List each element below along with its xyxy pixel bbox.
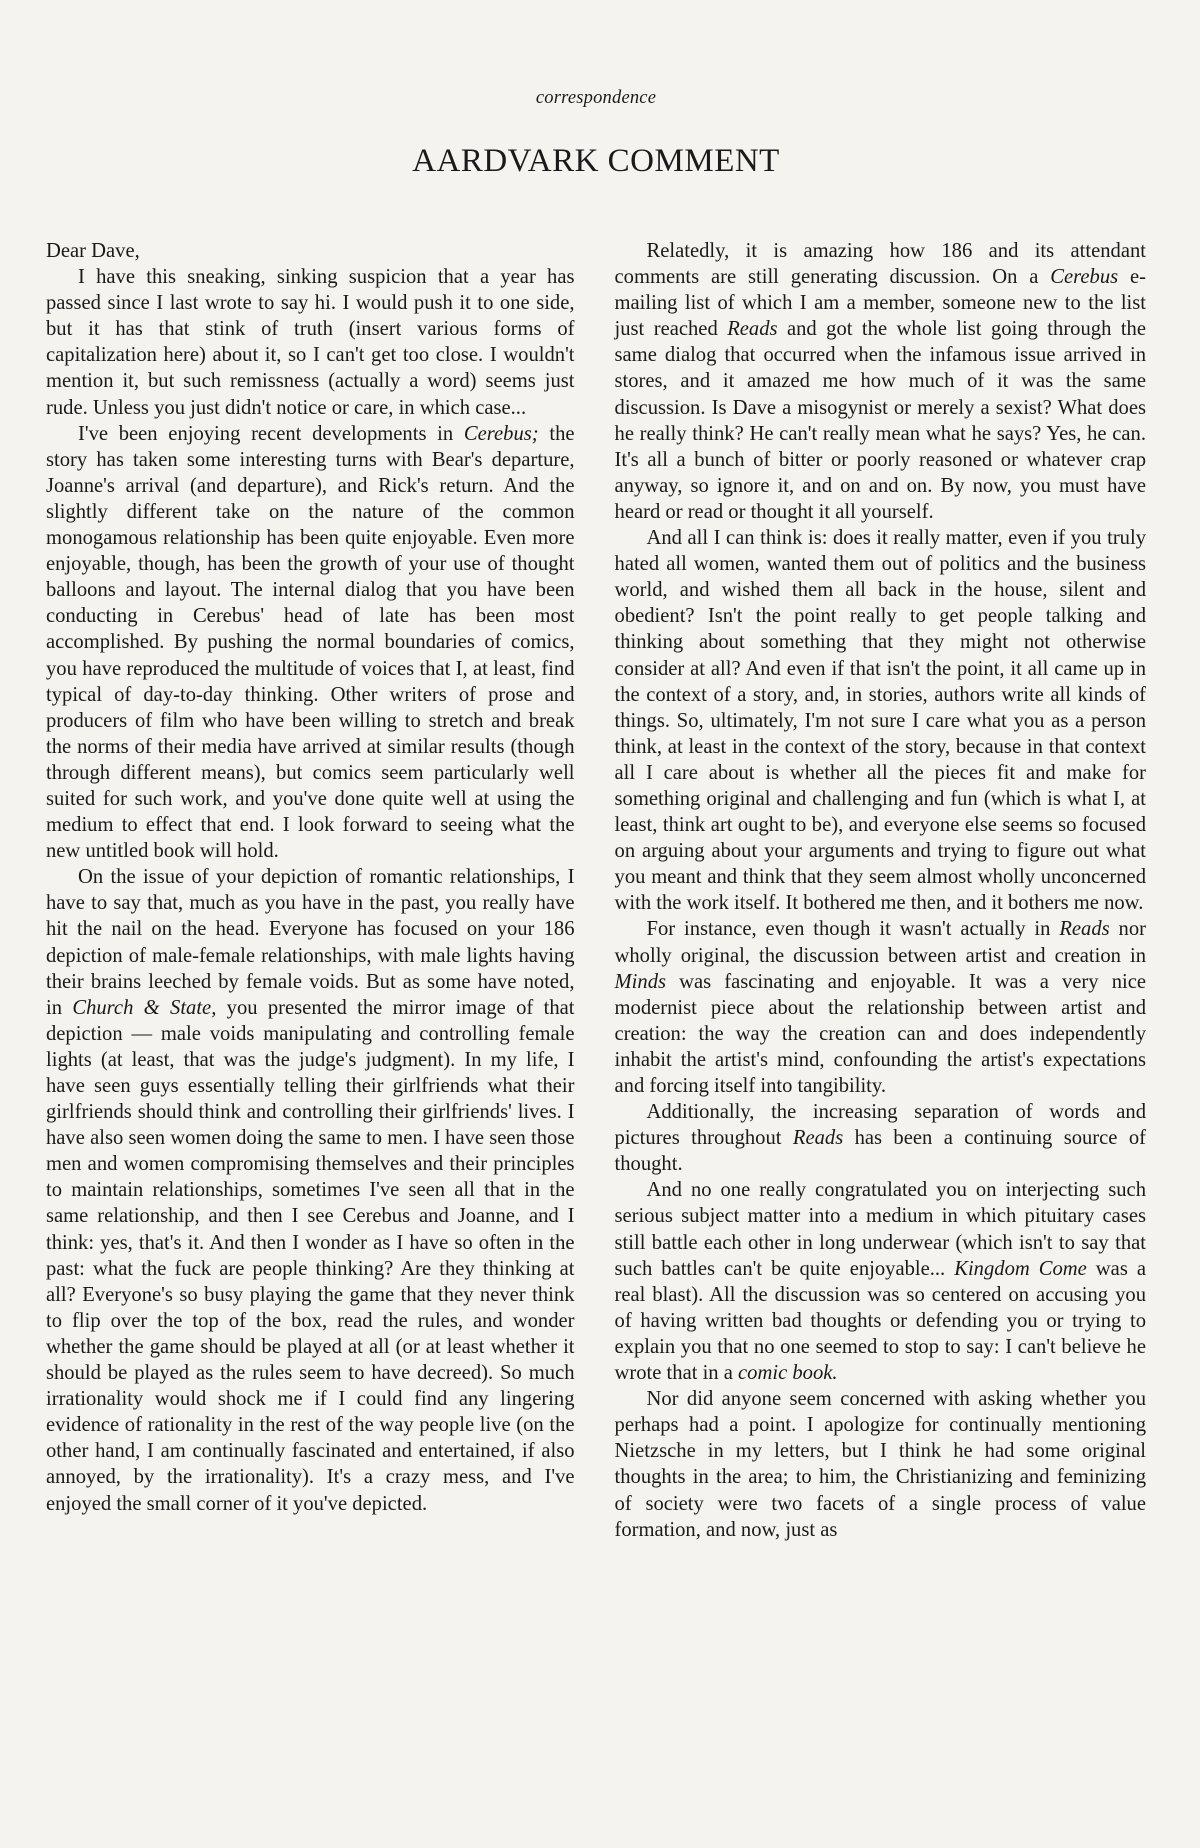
right-column [615,238,1146,1543]
left-column [46,238,575,1543]
text-run: was a real blast). All the discussion was so centered on accusing you of having written bad thoughts or defending you or trying to explain you that no one seemed to stop to say: I can't believe he wrote that in a [614,1257,1146,1385]
text-run: the story has taken some interesting turns with Bear's departure, Joanne's arrival (and departure), and Rick's return. And the slightly different take on the nature of the common monogamous relationship has been quite enjoyable. Even more enjoyable, though, has been the growth of your use of thought balloons and layout. The internal dialog that you have been conducting in Cerebus' head of late has been most accomplished. By pushing the normal boundaries of comics, you have reproduced the multitude of voices that I, at least, find typical of day-to-day thinking. Other writers of prose and producers of film who have been willing to stretch and break the norms of their media have arrived at similar results (though through different means), but comics seem particularly well suited for such work, and you've done quite well at using the medium to effect that end. I look forward to seeing what the new untitled book will hold. [46,422,575,863]
italic-title: Minds [614,970,666,993]
text-run: And no one really congratulated you on interjecting such serious subject matter into a medium in which pituitary cases still battle each other in long underwear (which isn't to say that such battles can't be quite enjoyable... [614,1179,1146,1280]
text-run: and got the whole list going through the same dialog that occurred when the infamous issue arrived in stores, and it amazed me how much of it was the same discussion. Is Dave a misogynist or merely a sexist? What does he really think? He can't really mean what he says? Yes, he can. It's all a bunch of bitter or poorly reasoned or whatever crap anyway, so ignore it, and on and on. By now, you must have heard or read or thought it all yourself. [614,318,1146,523]
paragraph [615,916,1146,1099]
paragraph [615,1386,1146,1543]
paragraph [615,238,1146,525]
text-run: And all I can think is: does it really matter, even if you truly hated all women, wanted them out of politics and the business world, and wished them all back in the house, silent and obedient? Isn't the point really to get people talking and thinking about something that they might not otherwise consider at all? And even if that isn't the point, it all came up in the context of a story, and, in stories, authors write all kinds of things. So, ultimately, I'm not sure I care what you as a person think, at least in the context of the story, because in that context all I care about is whether all the pieces fit and make for something original and challenging and fun (which is what I, at least, think art ought to be), and everyone else seems so focused on arguing about your arguments and trying to figure out what you meant and think that they seem almost wholly unconcerned with the work itself. It bothered me then, and it bothers me now. [614,527,1146,915]
italic-title: Church & State, [72,996,217,1019]
italic-title: Cerebus [1050,266,1119,289]
page-title: AARDVARK COMMENT [412,143,780,179]
text-run: Relatedly, it is amazing how 186 and its attendant comments are still generating discussion. On a [614,240,1146,289]
italic-title: Reads [727,318,778,341]
paragraph [615,1099,1146,1177]
text-run: Nor did anyone seem concerned with asking whether you perhaps had a point. I apologize for continually mentioning Nietzsche in my letters, but I think he had some original thoughts in the area; to him, the Christianizing and feminizing of society were two facets of a single process of value formation, and now, just as [614,1388,1146,1541]
paragraph [46,864,575,1516]
paragraph [46,264,575,421]
text-run: e-mailing list of which I am a member, someone new to the list just reached [614,266,1146,341]
text-run: I have this sneaking, sinking suspicion that a year has passed since I last wrote to say hi. I would push it to one side, but it has that stink of truth (insert various forms of capitalization here) about it, so I can't get too close. I wouldn't mention it, but such remissness (actually a word) seems just rude. Unless you just didn't notice or care, in which case... [46,266,575,419]
salutation: Dear Dave, [46,240,140,262]
text-run: has been a continuing source of thought. [614,1127,1146,1176]
italic-title: Reads [1059,918,1110,941]
italic-title: Reads [792,1127,844,1150]
paragraph [615,1177,1146,1386]
text-run: On the issue of your depiction of romantic relationships, I have to say that, much as you have in the past, you really have hit the nail on the head. Everyone has focused on your 186 depiction of male-female relationships, with male lights having their brains leeched by female voids. But as some have noted, in [46,866,575,1019]
paragraph [46,421,575,865]
text-run: Additionally, the increasing separation of words and pictures throughout [614,1101,1146,1150]
section-label: correspondence [535,88,657,108]
text-run: you presented the mirror image of that depiction — male voids manipulating and controlling female lights (at least, that was the judge's judgment). In my life, I have seen guys essentially telling their girlfriends what their girlfriends should think and controlling their girlfriends' lives. I have also seen women doing the same to men. I have seen those men and women compromising themselves and their principles to maintain relationships, sometimes I've seen all that in the same relationship, and then I see Cerebus and Joanne, and I think: yes, that's it. And then I wonder as I have so often in the past: what the fuck are people thinking? Are they thinking at all? Everyone's so busy playing the game that they never think to flip over the top of the box, read the rules, and wonder whether the game should be played at all (or at least whether it should be played as the rules seem to have decreed). So much irrationality would shock me if I could find any lingering evidence of rationality in the rest of the way people live (on the other hand, I am continually fascinated and entertained, if also annoyed, by the irrationality). It's a crazy mess, and I've enjoyed the small corner of it you've depicted. [46,996,575,1515]
letter-body [46,238,1146,1543]
paragraph [615,525,1146,916]
text-run: For instance, even though it wasn't actually in [646,918,1060,941]
italic-title: comic book. [738,1362,838,1385]
italic-title: Cerebus; [463,422,539,445]
text-run: I've been enjoying recent developments in [78,422,464,445]
italic-title: Kingdom Come [954,1257,1087,1280]
text-run: nor wholly original, the discussion between artist and creation in [614,918,1146,967]
text-run: was fascinating and enjoyable. It was a very nice modernist piece about the relationship between artist and creation: the way the creation can and does independently inhabit the artist's mind, confounding the artist's expectations and forcing itself into tangibility. [614,970,1146,1097]
